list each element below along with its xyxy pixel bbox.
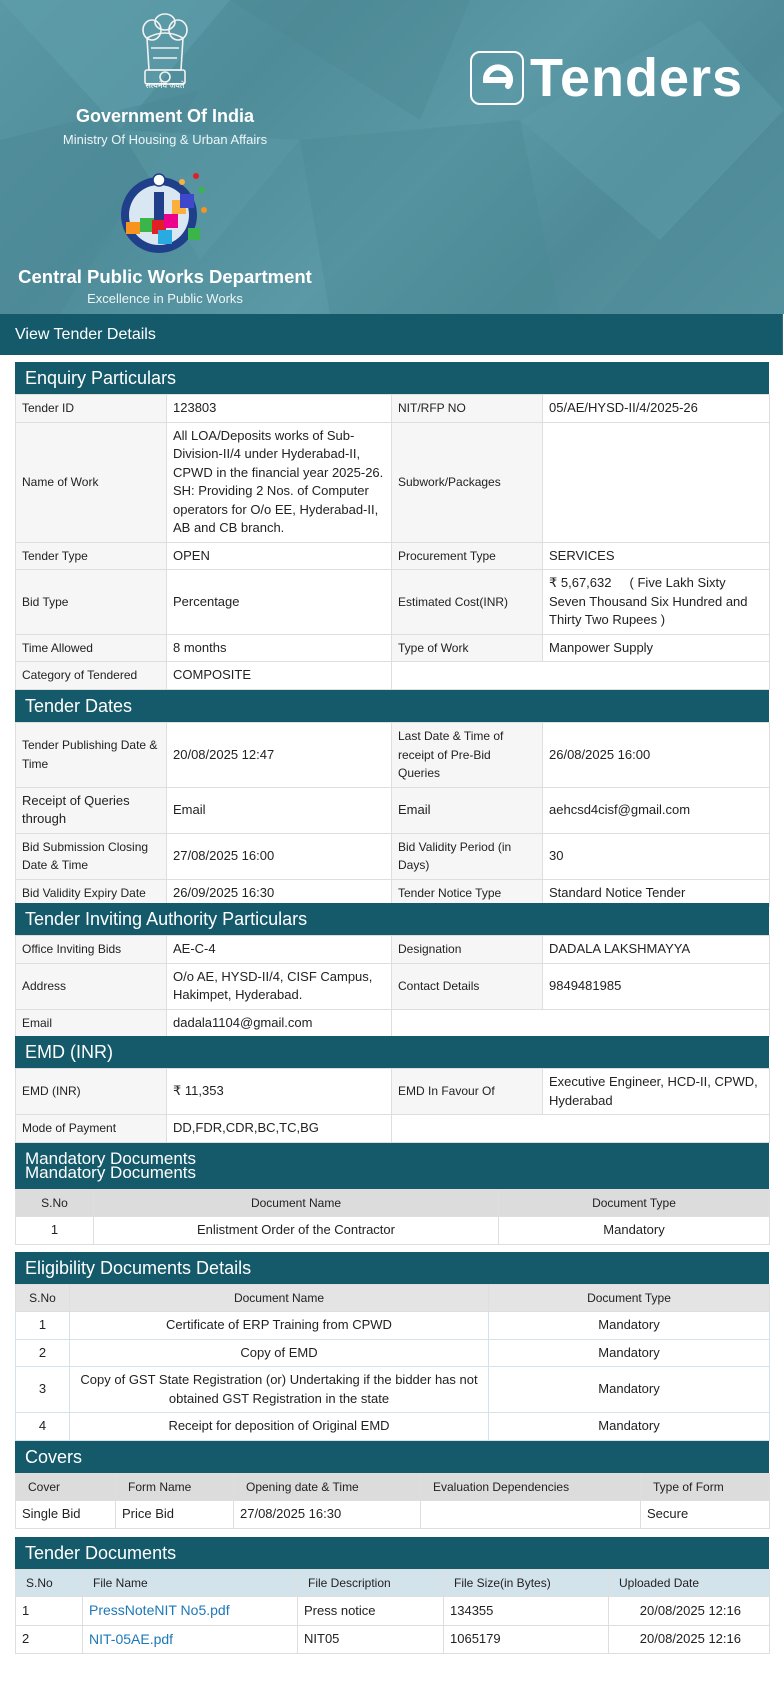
dates-table	[15, 722, 770, 907]
value: 05/AE/HYSD-II/4/2025-26	[543, 395, 770, 423]
covers-section	[15, 1441, 769, 1529]
label: Email	[16, 1009, 167, 1037]
cell: Press notice	[298, 1597, 444, 1626]
cell: NIT05	[298, 1625, 444, 1654]
etenders-logo	[470, 48, 743, 108]
column-header: Document Name	[94, 1190, 499, 1217]
cell: Price Bid	[116, 1501, 234, 1529]
table-row	[16, 787, 770, 833]
value: AE-C-4	[167, 936, 392, 964]
table-row	[16, 1367, 770, 1413]
cell: 27/08/2025 16:30	[234, 1501, 421, 1529]
column-header: S.No	[16, 1570, 83, 1597]
section-title: Enquiry Particulars	[15, 362, 769, 394]
label: Category of Tendered	[16, 662, 167, 690]
empty-cell	[392, 1115, 770, 1143]
label: EMD In Favour Of	[392, 1069, 543, 1115]
value: DD,FDR,CDR,BC,TC,BG	[167, 1115, 392, 1143]
value: ₹ 5,67,632 ( Five Lakh Sixty Seven Thousand Six Hundred and Thirty Two Rupees )	[543, 570, 770, 635]
department-tagline: Excellence in Public Works	[87, 291, 243, 306]
cell: Mandatory	[489, 1312, 770, 1340]
cell: 134355	[444, 1597, 609, 1626]
column-header: Opening date & Time	[234, 1474, 421, 1501]
section-title-line: Mandatory Documents	[25, 1163, 197, 1182]
value: dadala1104@gmail.com	[167, 1009, 392, 1037]
covers-table	[15, 1473, 770, 1529]
column-header: Form Name	[116, 1474, 234, 1501]
column-header: File Description	[298, 1570, 444, 1597]
table-row	[16, 662, 770, 690]
table-row	[16, 422, 770, 542]
tender-documents-table	[15, 1569, 770, 1654]
column-header: Type of Form	[641, 1474, 770, 1501]
value: 123803	[167, 395, 392, 423]
table-row	[16, 395, 770, 423]
file-cell	[83, 1625, 298, 1654]
value: 8 months	[167, 634, 392, 662]
eligibility-documents-table	[15, 1284, 770, 1441]
value	[543, 422, 770, 542]
value: Percentage	[167, 570, 392, 635]
value: Email	[167, 787, 392, 833]
value: DADALA LAKSHMAYYA	[543, 936, 770, 964]
value: aehcsd4cisf@gmail.com	[543, 787, 770, 833]
table-row	[16, 1413, 770, 1441]
label: Bid Validity Period (in Days)	[392, 833, 543, 879]
label: NIT/RFP NO	[392, 395, 543, 423]
table-header-row	[16, 1570, 770, 1597]
page-title: View Tender Details	[0, 314, 783, 355]
cell: Secure	[641, 1501, 770, 1529]
ministry-name: Ministry Of Housing & Urban Affairs	[62, 132, 268, 147]
label: Bid Type	[16, 570, 167, 635]
section-title: Tender Inviting Authority Particulars	[15, 903, 769, 935]
mandatory-documents-table	[15, 1189, 770, 1245]
table-header-row	[16, 1190, 770, 1217]
column-header: Document Type	[499, 1190, 770, 1217]
label: Tender Publishing Date & Time	[16, 723, 167, 788]
label: EMD (INR)	[16, 1069, 167, 1115]
cell: 1	[16, 1312, 70, 1340]
emd-section	[15, 1036, 769, 1143]
column-header: Cover	[16, 1474, 116, 1501]
cell: 2	[16, 1625, 83, 1654]
column-header: S.No	[16, 1285, 70, 1312]
cell: 2	[16, 1339, 70, 1367]
table-row	[16, 1597, 770, 1626]
label: Name of Work	[16, 422, 167, 542]
eligibility-documents-section	[15, 1252, 769, 1441]
value: SERVICES	[543, 542, 770, 570]
cell: Copy of EMD	[70, 1339, 489, 1367]
empty-cell	[392, 662, 770, 690]
cell: 3	[16, 1367, 70, 1413]
label: Type of Work	[392, 634, 543, 662]
value: COMPOSITE	[167, 662, 392, 690]
cell: Single Bid	[16, 1501, 116, 1529]
label: Tender Type	[16, 542, 167, 570]
column-header: Document Name	[70, 1285, 489, 1312]
column-header: File Size(in Bytes)	[444, 1570, 609, 1597]
section-title	[15, 1143, 769, 1189]
table-row	[16, 1069, 770, 1115]
column-header: Uploaded Date	[609, 1570, 770, 1597]
table-row	[16, 570, 770, 635]
label: Bid Submission Closing Date & Time	[16, 833, 167, 879]
cell: 1	[16, 1597, 83, 1626]
table-row	[16, 1501, 770, 1529]
cell: Copy of GST State Registration (or) Undertaking if the bidder has not obtained GST Registration in the state	[70, 1367, 489, 1413]
table-row	[16, 1339, 770, 1367]
table-row	[16, 1009, 770, 1037]
mandatory-documents-section	[15, 1143, 769, 1245]
cell: 1065179	[444, 1625, 609, 1654]
tender-dates-section	[15, 690, 769, 907]
cell: Certificate of ERP Training from CPWD	[70, 1312, 489, 1340]
file-cell	[83, 1597, 298, 1626]
value: 20/08/2025 12:47	[167, 723, 392, 788]
value: Manpower Supply	[543, 634, 770, 662]
label: Designation	[392, 936, 543, 964]
column-header: File Name	[83, 1570, 298, 1597]
label: Receipt of Queries through	[16, 787, 167, 833]
section-title: EMD (INR)	[15, 1036, 769, 1068]
table-row	[16, 936, 770, 964]
value: 9849481985	[543, 963, 770, 1009]
section-title: Eligibility Documents Details	[15, 1252, 769, 1284]
label: Bid Validity Expiry Date	[16, 879, 167, 907]
brand-wordmark: Tenders	[530, 48, 744, 108]
department-name: Central Public Works Department	[18, 266, 312, 287]
table-row	[16, 1312, 770, 1340]
label: Email	[392, 787, 543, 833]
label: Mode of Payment	[16, 1115, 167, 1143]
label: Subwork/Packages	[392, 422, 543, 542]
enquiry-table	[15, 394, 770, 690]
column-header: Evaluation Dependencies	[421, 1474, 641, 1501]
table-row	[16, 963, 770, 1009]
emblem-motto: सत्यमेव जयते	[145, 81, 185, 90]
label: Contact Details	[392, 963, 543, 1009]
value: ₹ 11,353	[167, 1069, 392, 1115]
table-header-row	[16, 1474, 770, 1501]
cell: 4	[16, 1413, 70, 1441]
enquiry-particulars-section	[15, 362, 769, 690]
cell: Mandatory	[489, 1339, 770, 1367]
label: Procurement Type	[392, 542, 543, 570]
cell: Receipt for deposition of Original EMD	[70, 1413, 489, 1441]
table-row	[16, 542, 770, 570]
cell: Mandatory	[489, 1367, 770, 1413]
value: OPEN	[167, 542, 392, 570]
cell: Mandatory	[499, 1217, 770, 1245]
cell: 20/08/2025 12:16	[609, 1625, 770, 1654]
table-row	[16, 833, 770, 879]
table-row	[16, 1217, 770, 1245]
value: Executive Engineer, HCD-II, CPWD, Hyderabad	[543, 1069, 770, 1115]
label: Tender ID	[16, 395, 167, 423]
value: 26/08/2025 16:00	[543, 723, 770, 788]
label: Tender Notice Type	[392, 879, 543, 907]
section-title: Covers	[15, 1441, 769, 1473]
section-title: Tender Documents	[15, 1537, 769, 1569]
section-title-line: Mandatory Documents	[25, 1149, 197, 1168]
government-title: Government Of India	[75, 106, 255, 126]
file-link[interactable]: PressNoteNIT No5.pdf	[89, 1602, 230, 1618]
value: Standard Notice Tender	[543, 879, 770, 907]
table-row	[16, 1625, 770, 1654]
label: Last Date & Time of receipt of Pre-Bid Queries	[392, 723, 543, 788]
value: All LOA/Deposits works of Sub-Division-II/4 under Hyderabad-II, CPWD in the financial year 2025-26. SH: Providing 2 Nos. of Computer operators for O/o EE, Hyderabad-II, AB and CB branch.	[167, 422, 392, 542]
label: Address	[16, 963, 167, 1009]
table-header-row	[16, 1285, 770, 1312]
cell: Enlistment Order of the Contractor	[94, 1217, 499, 1245]
emd-table	[15, 1068, 770, 1143]
file-link[interactable]: NIT-05AE.pdf	[89, 1630, 174, 1647]
empty-cell	[392, 1009, 770, 1037]
cell: 20/08/2025 12:16	[609, 1597, 770, 1626]
authority-table	[15, 935, 770, 1037]
tender-documents-section	[15, 1537, 769, 1654]
label: Office Inviting Bids	[16, 936, 167, 964]
cpwd-logo-icon	[114, 170, 214, 260]
header-banner	[0, 0, 784, 314]
value: O/o AE, HYSD-II/4, CISF Campus, Hakimpet, Hyderabad.	[167, 963, 392, 1009]
cell: 1	[16, 1217, 94, 1245]
value: 27/08/2025 16:00	[167, 833, 392, 879]
table-row	[16, 1115, 770, 1143]
e-letter-icon	[470, 51, 524, 105]
authority-section	[15, 903, 769, 1037]
column-header: Document Type	[489, 1285, 770, 1312]
label: Time Allowed	[16, 634, 167, 662]
column-header: S.No	[16, 1190, 94, 1217]
table-row	[16, 634, 770, 662]
value: 26/09/2025 16:30	[167, 879, 392, 907]
cell	[421, 1501, 641, 1529]
section-title: Tender Dates	[15, 690, 769, 722]
label: Estimated Cost(INR)	[392, 570, 543, 635]
table-row	[16, 723, 770, 788]
cell: Mandatory	[489, 1413, 770, 1441]
value: 30	[543, 833, 770, 879]
